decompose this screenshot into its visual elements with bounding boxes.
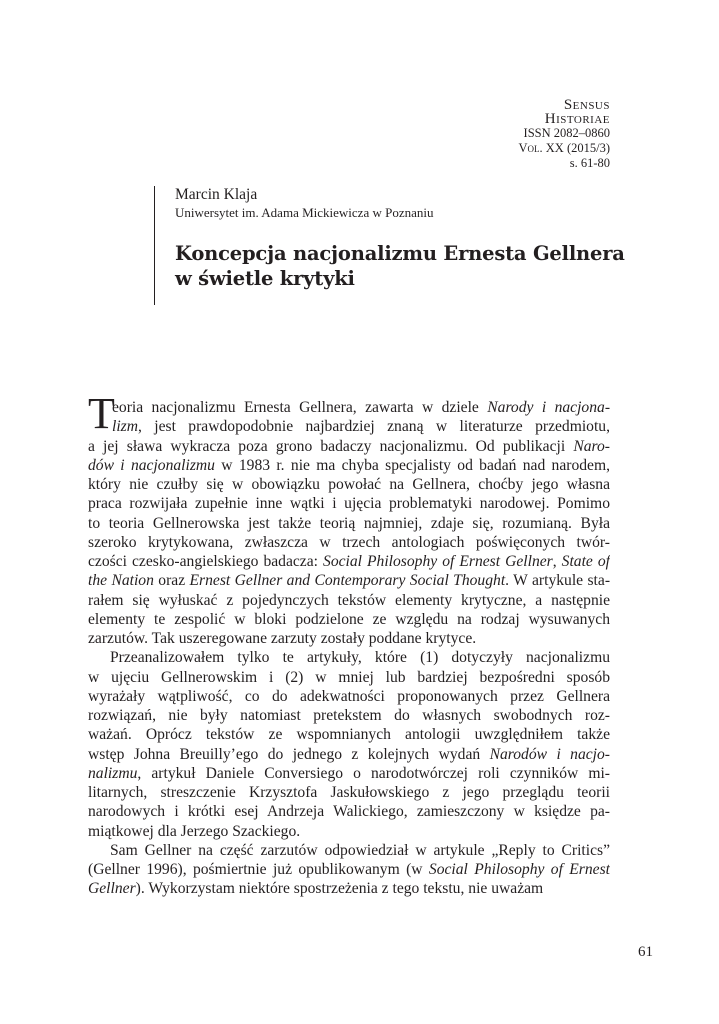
text-line: nalizmu, artykuł Daniele Conversiego o narodotwórczej roli czynników mi- (88, 764, 610, 782)
journal-volume: Vol. XX (2015/3) (518, 141, 610, 155)
text-line: ważań. Oprócz tekstów ze wspomnianych antologii uwzględniłem także (88, 726, 610, 744)
paragraph-1 (88, 398, 610, 648)
italic-text: dów i nacjonalizmu (88, 456, 215, 474)
text-line: rozwiązań, nie były natomiast pretekstem do własnych swobodnych roz- (88, 707, 610, 724)
title-line-1: Koncepcja nacjonalizmu Ernesta Gellnera (175, 242, 625, 265)
text-line: elementy te zespolić w bloki podzielone ze względu na rodzaj wysuwanych (88, 610, 610, 628)
text-line: narodowych i krótki esej Andrzeja Walickiego, zamieszczony w księdze pa- (88, 803, 610, 821)
page-number: 61 (638, 944, 653, 960)
text-line: the Nation oraz Ernest Gellner and Contemporary Social Thought. W artykule sta- (88, 572, 610, 590)
text-line: lizm, jest prawdopodobnie najbardziej znaną w literaturze przedmiotu, (112, 418, 610, 436)
italic-text: Narody i nacjona- (487, 399, 610, 416)
journal-name-line2: Historiae (544, 111, 610, 127)
text-line: zarzutów. Tak uszeregowane zarzuty zostały poddane krytyce. (88, 630, 477, 647)
title-line-2: w świetle krytyki (175, 267, 355, 290)
italic-text: Gellner (88, 880, 136, 898)
italic-text: Ernest Gellner and Contemporary Social Thought (189, 572, 506, 590)
author-name: Marcin Klaja (175, 186, 258, 203)
text-line: Sam Gellner na część zarzutów odpowiedział w artykule „Reply to Critics” (110, 841, 610, 859)
journal-pages: s. 61-80 (569, 156, 610, 170)
italic-text: State of (561, 553, 610, 570)
italic-text: lizm (112, 418, 138, 436)
journal-name-line1: Sensus (563, 97, 610, 113)
text-line: szeroko krytykowana, zwłaszcza w trzech antologiach poświęconych twór- (88, 533, 610, 551)
text-line: wstęp Johna Breuilly’ego do jednego z kolejnych wydań Narodów i nacjo- (88, 745, 610, 763)
text-line: miątkowej dla Jerzego Szackiego. (88, 822, 301, 840)
drop-cap: T (88, 389, 115, 438)
italic-text: Naro- (573, 437, 610, 455)
italic-text: Narodów i nacjo- (489, 745, 610, 763)
article-title (175, 241, 645, 291)
italic-text: Social Philosophy of Ernest Gellner (323, 553, 553, 570)
text-line: dów i nacjonalizmu w 1983 r. nie ma chyba specjalisty od badań nad narodem, (88, 456, 610, 474)
text-line: praca rozwijała zupełnie inne wątki i ujęcia problematyki narodowej. Pomimo (88, 495, 610, 513)
italic-text: the Nation (88, 572, 154, 590)
journal-header (450, 98, 610, 171)
text-line: litarnych, streszczenie Krzysztofa Jaskułowskiego z jego przeglądu teorii (88, 784, 610, 801)
vertical-rule (154, 186, 155, 305)
italic-text: Social Philosophy of Ernest (428, 861, 610, 878)
text-line: to teoria Gellnerowska jest także teorią najmniej, zdaje się, rozumianą. Była (88, 514, 610, 532)
paragraph-2 (88, 648, 610, 841)
italic-text: nalizmu (88, 764, 138, 782)
text-line: wyrażały wątpliwość, co do adekwatności proponowanych przez Gellnera (88, 687, 610, 705)
text-line: czości czesko-angielskiego badacza: Social Philosophy of Ernest Gellner, State of (88, 553, 610, 570)
text-line: w ujęciu Gellnerowskim i (2) w mniej lub bardziej bezpośredni sposób (88, 668, 610, 686)
author-affiliation: Uniwersytet im. Adama Mickiewicza w Poznaniu (175, 205, 434, 220)
text-line: Przeanalizowałem tylko te artykuły, które (1) dotyczyły nacjonalizmu (110, 649, 610, 667)
text-line: rałem się wyłuskać z pojedynczych tekstów elementy krytyczne, a następnie (88, 591, 610, 609)
text-line: który nie czułby się w obowiązku powołać na Gellnera, choćby jego własna (88, 476, 610, 493)
paragraph-3 (88, 841, 610, 899)
text-line: (Gellner 1996), pośmiertnie już opublikowanym (w Social Philosophy of Ernest (88, 861, 610, 878)
text-line: Gellner). Wykorzystam niektóre spostrzeżenia z tego tekstu, nie uważam (88, 880, 544, 898)
article-body (88, 398, 610, 899)
journal-issn: ISSN 2082–0860 (523, 126, 610, 140)
text-line: a jej sława wykracza poza grono badaczy nacjonalizmu. Od publikacji Naro- (88, 437, 610, 455)
text-line: eoria nacjonalizmu Ernesta Gellnera, zawarta w dziele Narody i nacjona- (112, 399, 610, 416)
